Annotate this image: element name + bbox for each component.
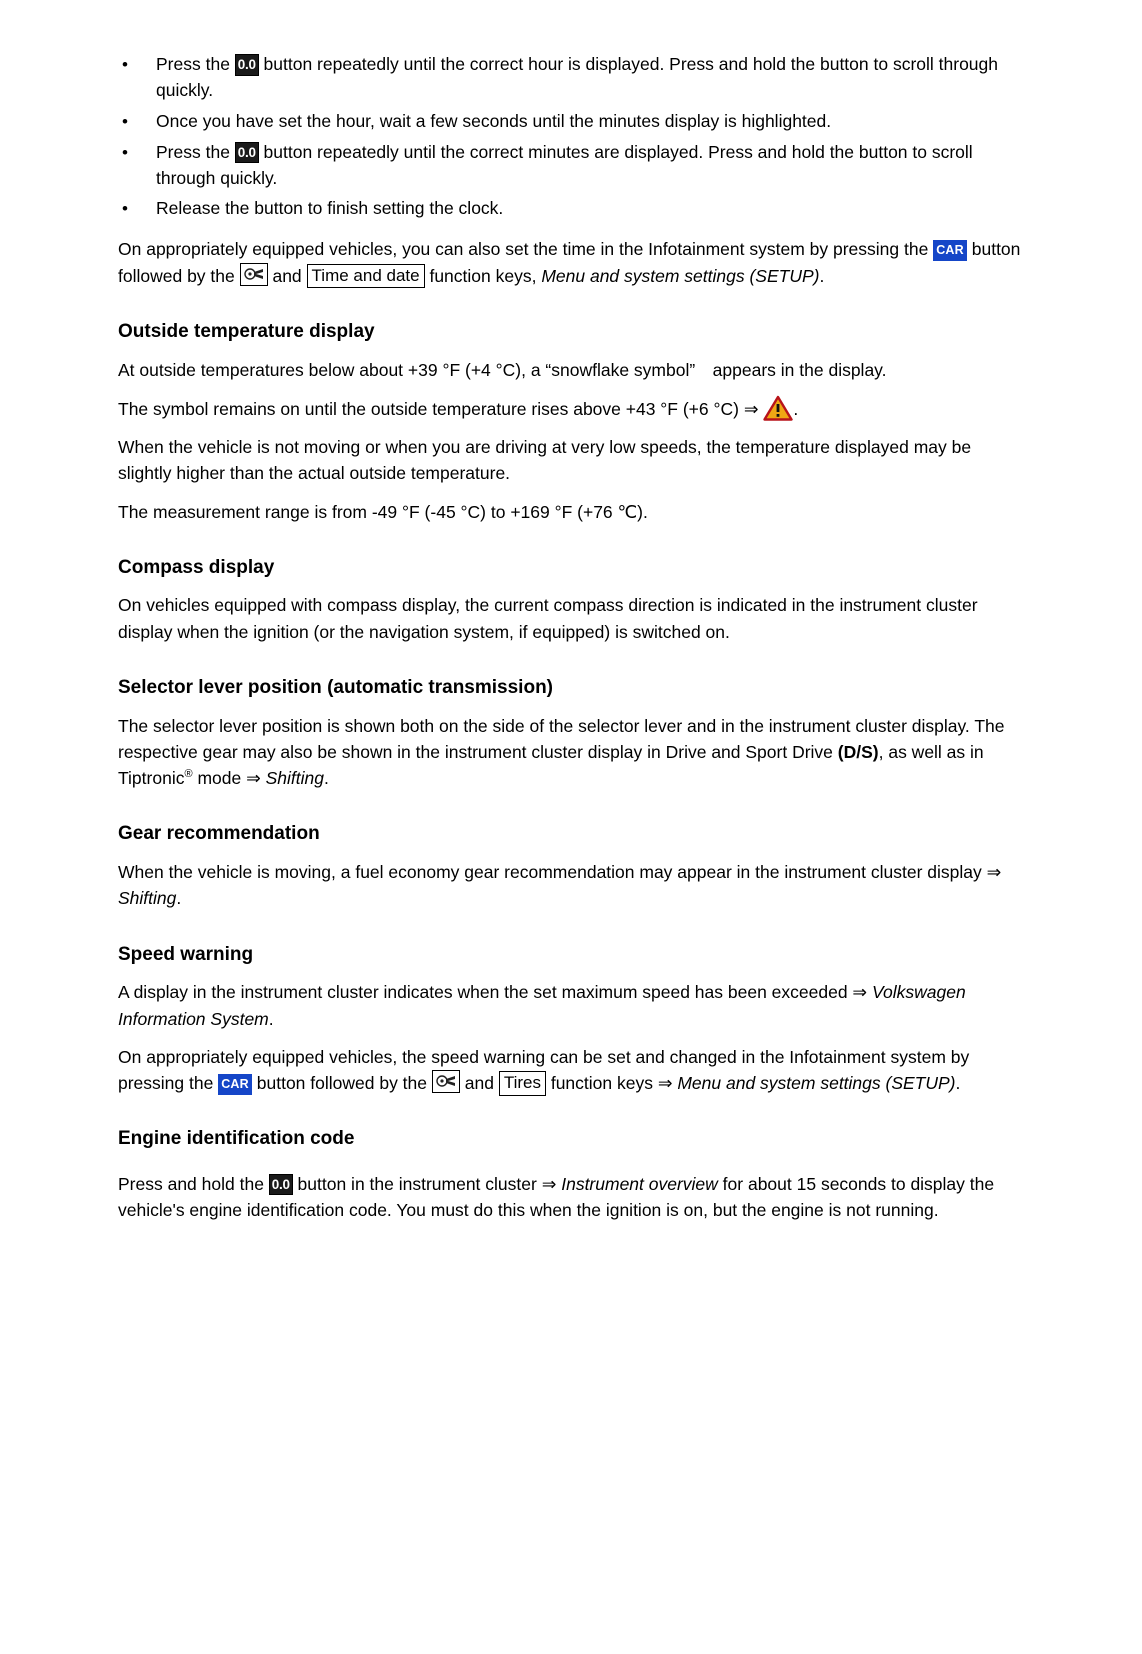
list-item: [118, 109, 1024, 135]
bullet-text-post: button repeatedly until the correct hour is displayed. Press and hold the button to scroll through quickly.: [156, 54, 999, 100]
paragraph-text: The symbol remains on until the outside temperature rises above +43 °F (+6 °C) ⇒: [118, 398, 764, 419]
section-heading-engine-identification-code: Engine identification code: [118, 1128, 355, 1150]
outside-temp-paragraph-2: [118, 395, 1024, 422]
paragraph-text-after-reg: mode ⇒: [192, 768, 266, 789]
paragraph-text-part1: On appropriately equipped vehicles, you can also set the time in the Infotainment system by pressing the: [118, 239, 934, 260]
engine-id-paragraph: [118, 1171, 1024, 1224]
zero-zero-button-icon: 0.0: [269, 1174, 293, 1196]
registered-trademark-symbol: ®: [184, 768, 193, 781]
paragraph-text-part1: Press and hold the: [118, 1173, 269, 1194]
compass-paragraph: On vehicles equipped with compass display, the current compass direction is indicated in the instrument cluster display when the ignition (or the navigation system, if equipped) is switched on.: [118, 595, 978, 642]
section-heading-selector-lever-position: Selector lever position (automatic transmission): [118, 676, 553, 698]
section-heading-compass-display: Compass display: [118, 556, 275, 578]
paragraph-text-part1: On appropriately equipped vehicles, the speed warning can be set and changed in the Infotainment system by pressing the: [118, 1046, 970, 1094]
paragraph-text-part3: and: [267, 265, 307, 286]
zero-zero-button-icon: 0.0: [235, 54, 259, 76]
section-heading-outside-temperature: Outside temperature display: [118, 320, 375, 342]
speed-warning-paragraph-2: [118, 1044, 1024, 1097]
paragraph-text-part4: function keys,: [424, 265, 542, 286]
infotainment-time-paragraph: [118, 236, 1024, 289]
speed-warning-paragraph-1: [118, 979, 1024, 1032]
section-heading-speed-warning: Speed warning: [118, 943, 254, 965]
paragraph-text: When the vehicle is moving, a fuel economy gear recommendation may appear in the instrument cluster display ⇒: [118, 862, 1002, 883]
bullet-text-pre: Press the: [156, 54, 235, 74]
list-item: [118, 196, 1024, 222]
outside-temp-paragraph-4: The measurement range is from -49 °F (-45 °C) to +169 °F (+76 ℃).: [118, 501, 648, 522]
cross-reference-italic: Menu and system settings (SETUP): [541, 265, 820, 286]
selector-lever-paragraph: [118, 713, 1024, 792]
paragraph-text-part2: button followed by the: [118, 239, 1021, 286]
time-and-date-key: Time and date: [307, 264, 425, 289]
paragraph-period: .: [793, 398, 799, 419]
cross-reference-italic: Shifting: [265, 768, 324, 789]
bullet-marker: •: [122, 55, 128, 74]
warning-triangle-icon: [763, 395, 793, 421]
list-item: [118, 52, 1024, 104]
cross-reference-italic: Volkswagen Information System: [118, 982, 966, 1029]
setup-wrench-icon: [432, 1070, 460, 1093]
ds-bold: (D/S): [837, 741, 879, 762]
paragraph-text: The selector lever position is shown both on the side of the selector lever and in the instrument cluster display. The respective gear may also be shown in the instrument cluster display in Drive and Sport Drive: [118, 715, 1005, 762]
tires-key: Tires: [499, 1071, 546, 1096]
car-button-icon: CAR: [218, 1074, 252, 1095]
paragraph-text-part3: for about 15 seconds to display the vehicle's engine identification code. You must do this when the ignition is on, but the engine is not running.: [118, 1173, 995, 1221]
zero-zero-button-icon: 0.0: [235, 142, 259, 164]
list-item: [118, 140, 1024, 192]
clock-setting-bullet-list: [118, 52, 1024, 222]
setup-wrench-icon: [240, 263, 268, 286]
bullet-marker: •: [122, 199, 128, 219]
page-content: [118, 52, 1024, 1223]
paragraph-text: A display in the instrument cluster indicates when the set maximum speed has been exceeded ⇒: [118, 982, 872, 1003]
paragraph-text-part2: button followed by the: [251, 1073, 432, 1094]
gear-recommendation-paragraph: [118, 859, 1024, 912]
paragraph-text-after-ds: , as well as in Tiptronic: [118, 741, 984, 789]
car-button-icon: CAR: [933, 240, 967, 261]
paragraph-text-part2: button in the instrument cluster ⇒: [292, 1173, 562, 1194]
paragraph-period: .: [323, 768, 329, 789]
bullet-marker: •: [122, 142, 128, 162]
paragraph-text-part5: .: [955, 1073, 961, 1094]
outside-temp-paragraph-1: At outside temperatures below about +39 °F (+4 °C), a “snowflake symbol” appears in the display.: [118, 359, 887, 380]
outside-temp-paragraph-3: When the vehicle is not moving or when you are driving at very low speeds, the temperature displayed may be slightly higher than the actual outside temperature.: [118, 437, 972, 484]
paragraph-text-part4: function keys ⇒: [545, 1073, 678, 1094]
bullet-text-pre: Release the button to finish setting the clock.: [156, 198, 504, 219]
bullet-text-post: button repeatedly until the correct minutes are displayed. Press and hold the button to scroll through quickly.: [156, 141, 973, 188]
paragraph-text-part5: .: [819, 265, 825, 286]
paragraph-text-part3: and: [459, 1073, 499, 1094]
section-heading-gear-recommendation: Gear recommendation: [118, 823, 320, 845]
paragraph-period: .: [268, 1008, 274, 1029]
bullet-text-pre: Once you have set the hour, wait a few seconds until the minutes display is highlighted.: [156, 110, 832, 131]
bullet-marker: •: [122, 111, 128, 131]
cross-reference-italic: Menu and system settings (SETUP): [677, 1073, 956, 1094]
bullet-text-pre: Press the: [156, 141, 235, 162]
paragraph-period: .: [176, 888, 182, 909]
cross-reference-italic: Shifting: [118, 888, 177, 909]
cross-reference-italic: Instrument overview: [561, 1173, 718, 1194]
